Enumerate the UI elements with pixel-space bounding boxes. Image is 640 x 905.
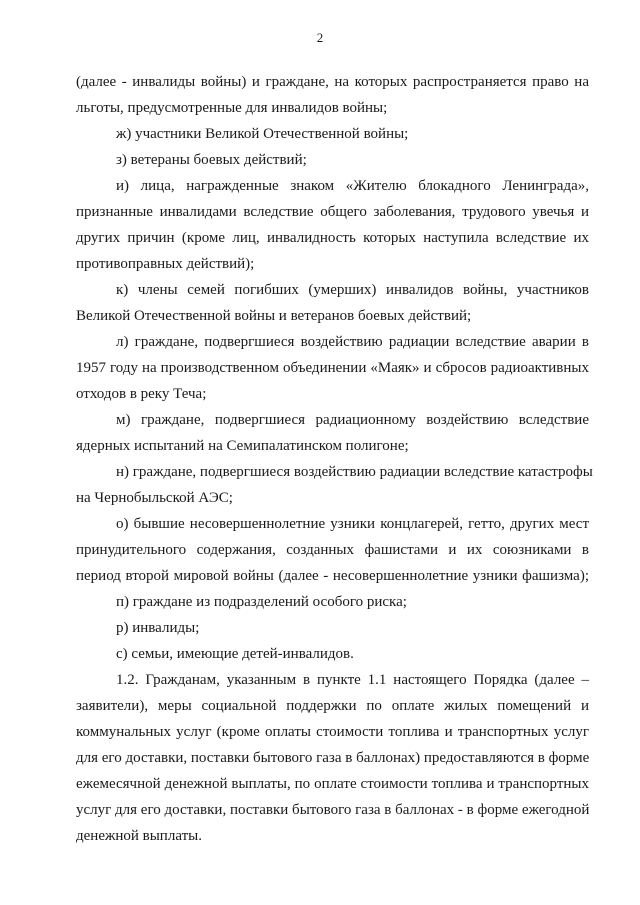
text-line: для его доставки, поставки бытового газа в баллонах) предоставляются в форме [76,750,590,766]
text-line: ж) участники Великой Отечественной войны; [116,126,409,142]
text-line: и) лица, награжденные знаком «Жителю блокадного Ленинграда», [116,178,589,194]
text-line: период второй мировой войны (далее - несовершеннолетние узники фашизма); [76,568,589,584]
text-line: других причин (кроме лиц, инвалидность которых наступила вследствие их [76,230,589,246]
text-line: (далее - инвалиды войны) и граждане, на которых распространяется право на [76,74,589,90]
text-line: л) граждане, подвергшиеся воздействию радиации вследствие аварии в [116,334,589,350]
page-number: 2 [316,30,324,45]
text-line: з) ветераны боевых действий; [116,152,307,168]
text-line: на Чернобыльской АЭС; [76,490,233,506]
text-line: ядерных испытаний на Семипалатинском полигоне; [76,438,409,454]
text-line: 1.2. Гражданам, указанным в пункте 1.1 настоящего Порядка (далее – [116,672,589,688]
text-line: льготы, предусмотренные для инвалидов войны; [76,100,388,116]
text-line: отходов в реку Теча; [76,386,207,402]
text-line: коммунальных услуг (кроме оплаты стоимости топлива и транспортных услуг [76,724,589,740]
text-line: р) инвалиды; [116,620,200,636]
text-line: к) члены семей погибших (умерших) инвалидов войны, участников [116,282,589,298]
text-line: п) граждане из подразделений особого риска; [116,594,407,610]
text-line: Великой Отечественной войны и ветеранов боевых действий; [76,308,472,324]
text-line: м) граждане, подвергшиеся радиационному воздействию вследствие [116,412,589,428]
text-line: н) граждане, подвергшиеся воздействию радиации вследствие катастрофы [116,464,593,480]
text-line: услуг для его доставки, поставки бытового газа в баллонах - в форме ежегодной [76,802,590,818]
text-line: о) бывшие несовершеннолетние узники концлагерей, гетто, других мест [116,516,589,532]
text-line: с) семьи, имеющие детей-инвалидов. [116,646,354,662]
text-line: денежной выплаты. [76,828,202,844]
text-line: 1957 году на производственном объединении «Маяк» и сбросов радиоактивных [76,360,589,376]
text-line: признанные инвалидами вследствие общего заболевания, трудового увечья и [76,204,589,220]
text-line: противоправных действий); [76,256,255,272]
text-line: ежемесячной денежной выплаты, по оплате стоимости топлива и транспортных [76,776,589,792]
text-line: принудительного содержания, созданных фашистами и их союзниками в [76,542,589,558]
text-line: заявители), меры социальной поддержки по оплате жилых помещений и [76,698,589,714]
